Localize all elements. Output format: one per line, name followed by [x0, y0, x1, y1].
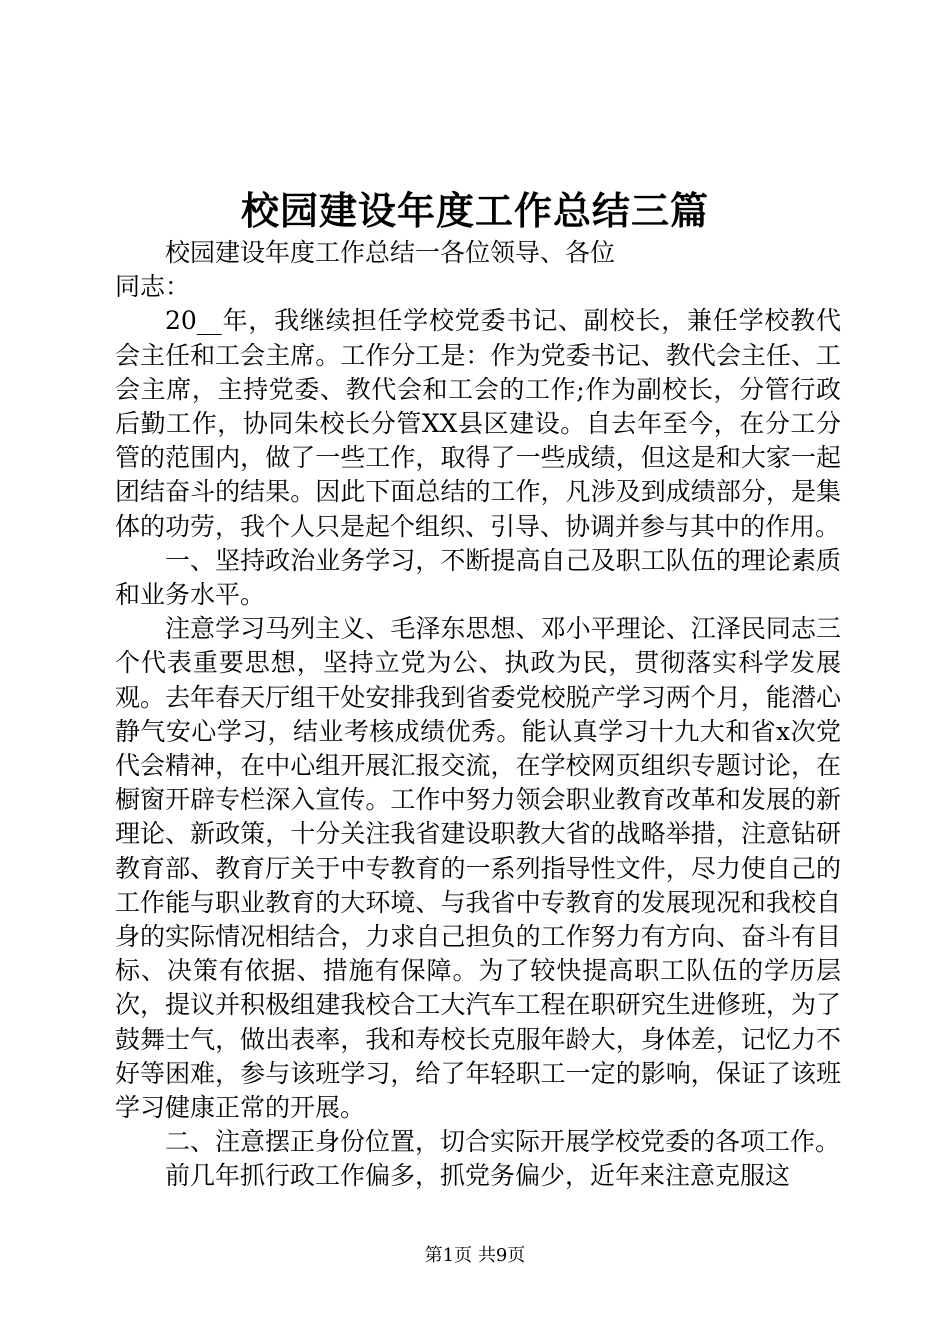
page-number-footer: 第1页 共9页: [424, 1245, 526, 1266]
paragraph-party-work: 前几年抓行政工作偏多，抓党务偏少，近年来注意克服这: [165, 1161, 791, 1191]
page-title: 校园建设年度工作总结三篇: [240, 188, 709, 233]
paragraph-study: 注意学习马列主义、毛泽东思想、邓小平理论、江泽民同志三个代表重要思想，坚持立党为公、执政为民，贯彻落实科学发展观。去年春天厅组干处安排我到省委党校脱产学习两个月，能潜心静气安心学习，结业考核成绩优秀。能认真学习十九大和省x次党代会精神，在中心组开展汇报交流，在学校网页组织专题讨论，在橱窗开辟专栏深入宣传。工作中努力领会职业教育改革和发展的新理论、新政策，十分关注我省建设职教大省的战略举措，注意钻研教育部、教育厅关于中专教育的一系列指导性文件，尽力使自己的工作能与职业教育的大环境、与我省中专教育的发展现况和我校自身的实际情况相结合，力求自己担负的工作努力有方向、奋斗有目标、决策有依据、措施有保障。为了较快提高职工队伍的学历层次，提议并积极组建我校合工大汽车工程在职研究生进修班，为了鼓舞士气，做出表率，我和寿校长克服年龄大，身体差，记忆力不好等困难，参与该班学习，给了年轻职工一定的影响，保证了该班学习健康正常的开展。: [115, 614, 841, 1123]
document-body: [115, 236, 841, 1194]
section-heading-1: 一、坚持政治业务学习，不断提高自己及职工队伍的理论素质和业务水平。: [115, 545, 841, 610]
opening-paragraph: 校园建设年度工作总结一各位领导、各位 同志：: [115, 238, 616, 302]
section-heading-2: 二、注意摆正身份位置，切合实际开展学校党委的各项工作。: [165, 1127, 841, 1157]
paragraph-intro: 20__年，我继续担任学校党委书记、副校长，兼任学校教代会主任和工会主席。工作分工是：作为党委书记、教代会主任、工会主席，主持党委、教代会和工会的工作;作为副校长，分管行政后勤工作，协同朱校长分管XX县区建设。自去年至今，在分工分管的范围内，做了一些工作，取得了一些成绩，但这是和大家一起团结奋斗的结果。因此下面总结的工作，凡涉及到成绩部分，是集体的功劳，我个人只是起个组织、引导、协调并参与其中的作用。: [115, 306, 841, 541]
